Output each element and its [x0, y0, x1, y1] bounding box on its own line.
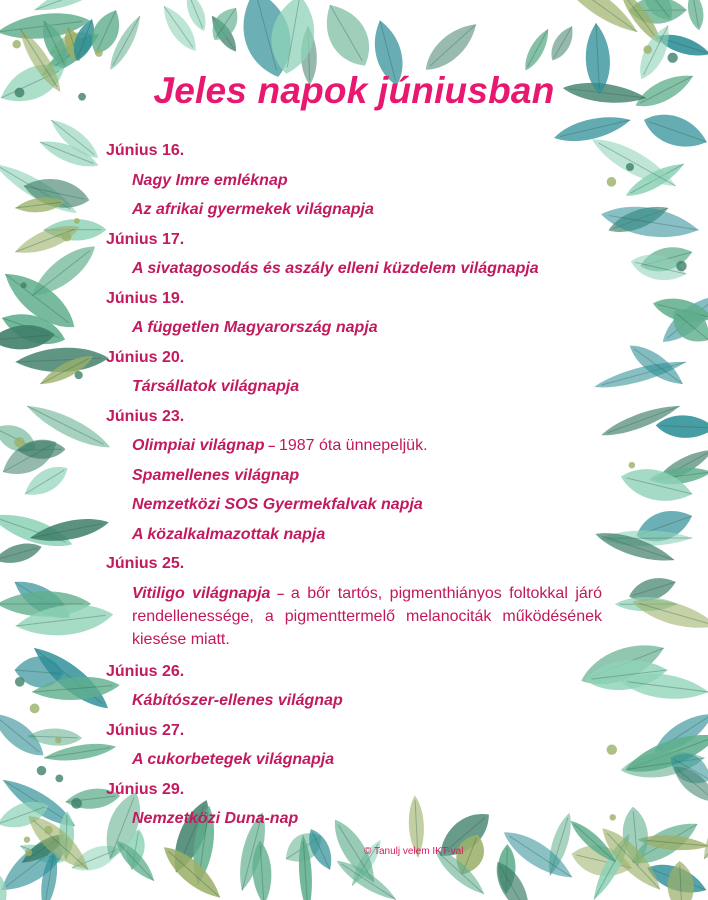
event-name: Társállatok világnapja [132, 378, 300, 395]
event-item [106, 745, 602, 775]
event-item [106, 686, 602, 716]
event-name: A sivatagosodás és aszály elleni küzdelem világnapja [132, 260, 539, 277]
date-heading: Június 23. [106, 407, 185, 425]
event-item [106, 313, 602, 343]
event-name: Nemzetközi SOS Gyermekfalvak napja [132, 496, 423, 513]
berry-shape [15, 677, 25, 687]
berry-shape [676, 261, 686, 271]
event-item [106, 166, 602, 196]
event-item [106, 520, 602, 550]
date-heading: Június 25. [106, 555, 185, 572]
event-item [106, 461, 602, 491]
event-name: Nagy Imre emléknap [132, 171, 288, 189]
event-name: Vitiligo világnapja [132, 584, 271, 602]
event-name: Olimpiai világnap [132, 437, 265, 454]
berry-shape [75, 371, 83, 379]
date-heading: Június 16. [106, 142, 185, 159]
berry-shape [71, 798, 82, 809]
berry-shape [607, 177, 617, 187]
berry-shape [20, 282, 26, 288]
page-title: Jeles napok júniusban [153, 70, 555, 111]
berry-shape [643, 45, 651, 53]
event-list [106, 136, 602, 834]
leaf-shape [314, 0, 380, 75]
event-item [106, 254, 602, 284]
event-name: A cukorbetegek világnapja [132, 751, 335, 768]
berry-shape [607, 744, 617, 754]
berry-shape [629, 462, 636, 469]
date-heading: Június 20. [106, 348, 185, 366]
event-note: 1987 óta ünnepeljük. [278, 437, 428, 454]
date-heading: Június 19. [106, 289, 185, 307]
berry-shape [55, 774, 63, 782]
leaf-shape [639, 106, 708, 155]
date-heading: Június 27. [106, 721, 185, 739]
date-heading: Június 17. [106, 230, 185, 248]
berry-shape [37, 766, 46, 775]
berry-shape [55, 737, 62, 744]
berry-shape [668, 53, 678, 63]
event-item [106, 195, 602, 225]
berry-shape [30, 704, 40, 714]
event-note: a bőr tartós, pigmenthiányos foltokkal járó rendellenessége, a pigmenttermelő melanociták működésének kiesése miatt. [132, 584, 602, 648]
event-item [106, 804, 602, 834]
event-name: Nemzetközi Duna-nap [132, 810, 299, 827]
event-name: A független Magyarország napja [132, 319, 378, 336]
event-name: Kábítószer-ellenes világnap [132, 692, 343, 709]
copyright-footer: © Tanulj velem IKT-val [364, 846, 464, 857]
berry-shape [14, 437, 24, 447]
event-item [106, 372, 602, 402]
event-dash: – [264, 438, 279, 453]
date-heading: Június 29. [106, 780, 185, 798]
berry-shape [12, 40, 20, 48]
berry-shape [44, 826, 52, 834]
event-name: Spamellenes világnap [132, 466, 300, 484]
event-item [106, 431, 602, 461]
berry-shape [74, 218, 80, 224]
event-name: Az afrikai gyermekek világnapja [132, 201, 374, 218]
event-dash: – [270, 585, 291, 601]
berry-shape [24, 836, 30, 842]
event-name: A közalkalmazottak napja [132, 525, 326, 543]
berry-shape [626, 163, 634, 171]
berry-shape [25, 849, 32, 856]
berry-shape [62, 232, 72, 242]
date-heading: Június 26. [106, 662, 185, 680]
leaf-vein [32, 250, 90, 296]
leaf-shape [685, 0, 707, 32]
berry-shape [609, 814, 615, 820]
event-item [106, 490, 602, 520]
leaf-vein [27, 406, 103, 444]
event-item [106, 579, 602, 657]
berry-shape [95, 49, 103, 57]
